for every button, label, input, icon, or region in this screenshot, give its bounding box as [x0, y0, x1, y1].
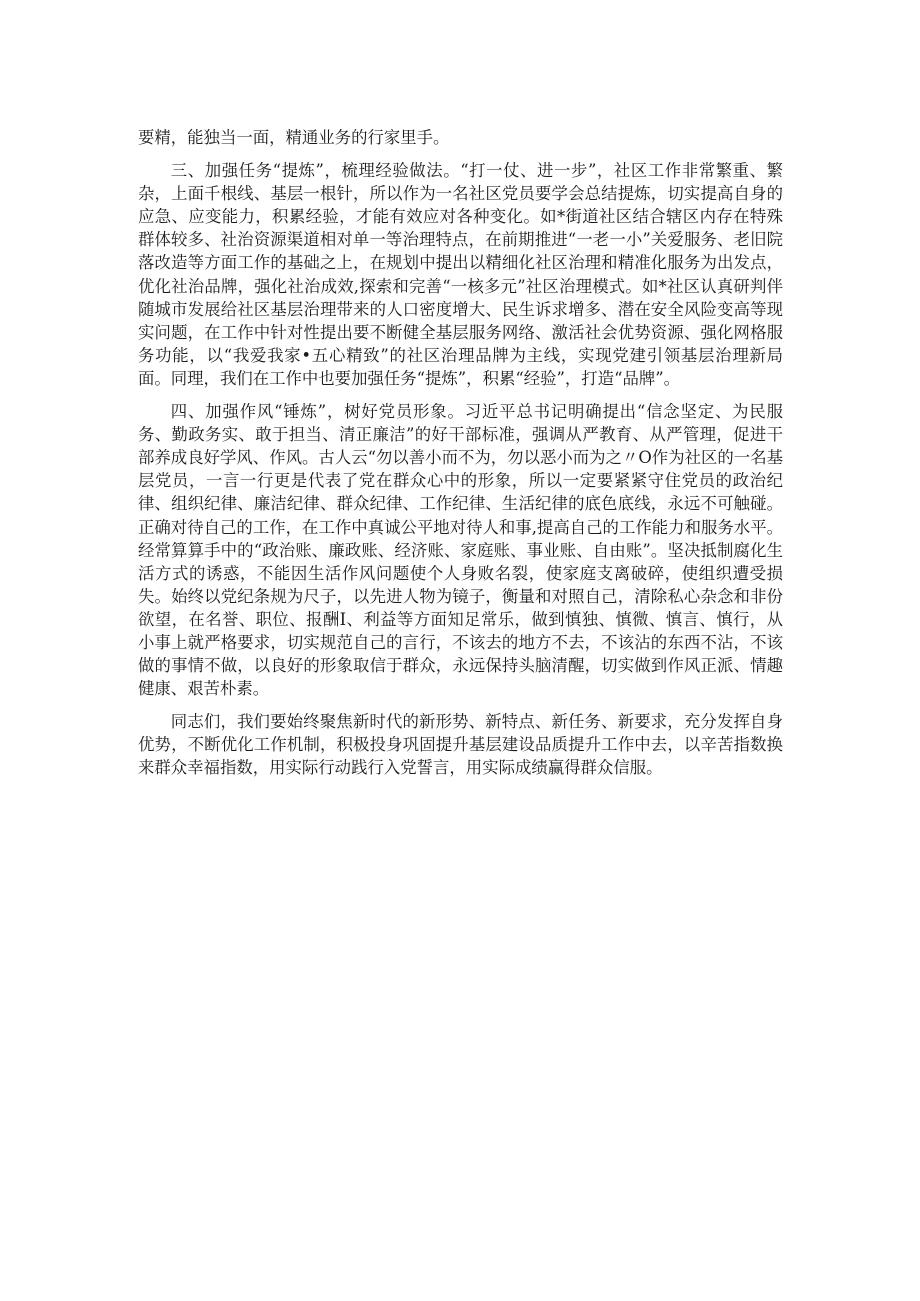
- paragraph-continuation: 要精，能独当一面，精通业务的行家里手。: [138, 128, 450, 147]
- paragraph-section-four: 四、加强作风“锤炼”，树好党员形象。习近平总书记明确提出“信念坚定、为民服务、勤政务实、敢于担当、清正廉洁”的好干部标准，强调从严教育、从严管理，促进干部养成良好学风、作风。古人云“勿以善小而不为，勿以恶小而为之〃O作为社区的一名基层党员，一言一行更是代表了党在群众心中的形象，所以一定要紧紧守住党员的政治纪律、组织纪律、廉洁纪律、群众纪律、工作纪律、生活纪律的底色底线，永远不可触碰。正确对待自己的工作，在工作中真诚公平地对待人和事,提高自己的工作能力和服务水平。经常算算手中的“政治账、廉政账、经济账、家庭账、事业账、自由账”。坚决抵制腐化生活方式的诱惑，不能因生活作风问题使个人身败名裂，使家庭支离破碎，使组织遭受损失。始终以党纪条规为尺子，以先进人物为镜子，衡量和对照自己，清除私心杂念和非份欲望，在名誉、职位、报酬I、利益等方面知足常乐，做到慎独、慎微、慎言、慎行，从小事上就严格要求，切实规范自己的言行，不该去的地方不去，不该沾的东西不沾，不该做的事情不做，以良好的形象取信于群众，永远保持头脑清醒，切实做到作风正派、情趣健康、艰苦朴素。: [138, 402, 783, 699]
- paragraph-section-three: 三、加强任务“提炼”，梳理经验做法。“打一仗、进一步”，社区工作非常繁重、繁杂，上面千根线、基层一根针，所以作为一名社区党员要学会总结提炼，切实提高自身的应急、应变能力，积累经验，才能有效应对各种变化。如*街道社区结合辖区内存在特殊群体较多、社治资源渠道相对单一等治理特点，在前期推进“一老一小”关爱服务、老旧院落改造等方面工作的基础之上，在规划中提出以精细化社区治理和精准化服务为出发点，优化社治品牌，强化社治成效,探索和完善“一核多元”社区治理模式。如*社区认真研判伴随城市发展给社区基层治理带来的人口密度增大、民生诉求增多、潜在安全风险变高等现实问题，在工作中针对性提出要不断健全基层服务网络、激活社会优势资源、强化网格服务功能，以“我爱我家•五心精致”的社区治理品牌为主线，实现党建引领基层治理新局面。同理，我们在工作中也要加强任务“提炼”，积累“经验”，打造“品牌”。: [138, 161, 783, 388]
- paragraph-closing: 同志们，我们要始终聚焦新时代的新形势、新特点、新任务、新要求，充分发挥自身优势，不断优化工作机制，积极投身巩固提升基层建设品质提升工作中去，以辛苦指数换来群众幸福指数，用实际行动践行入党誓言，用实际成绩赢得群众信服。: [138, 712, 783, 778]
- document-body: [138, 126, 783, 790]
